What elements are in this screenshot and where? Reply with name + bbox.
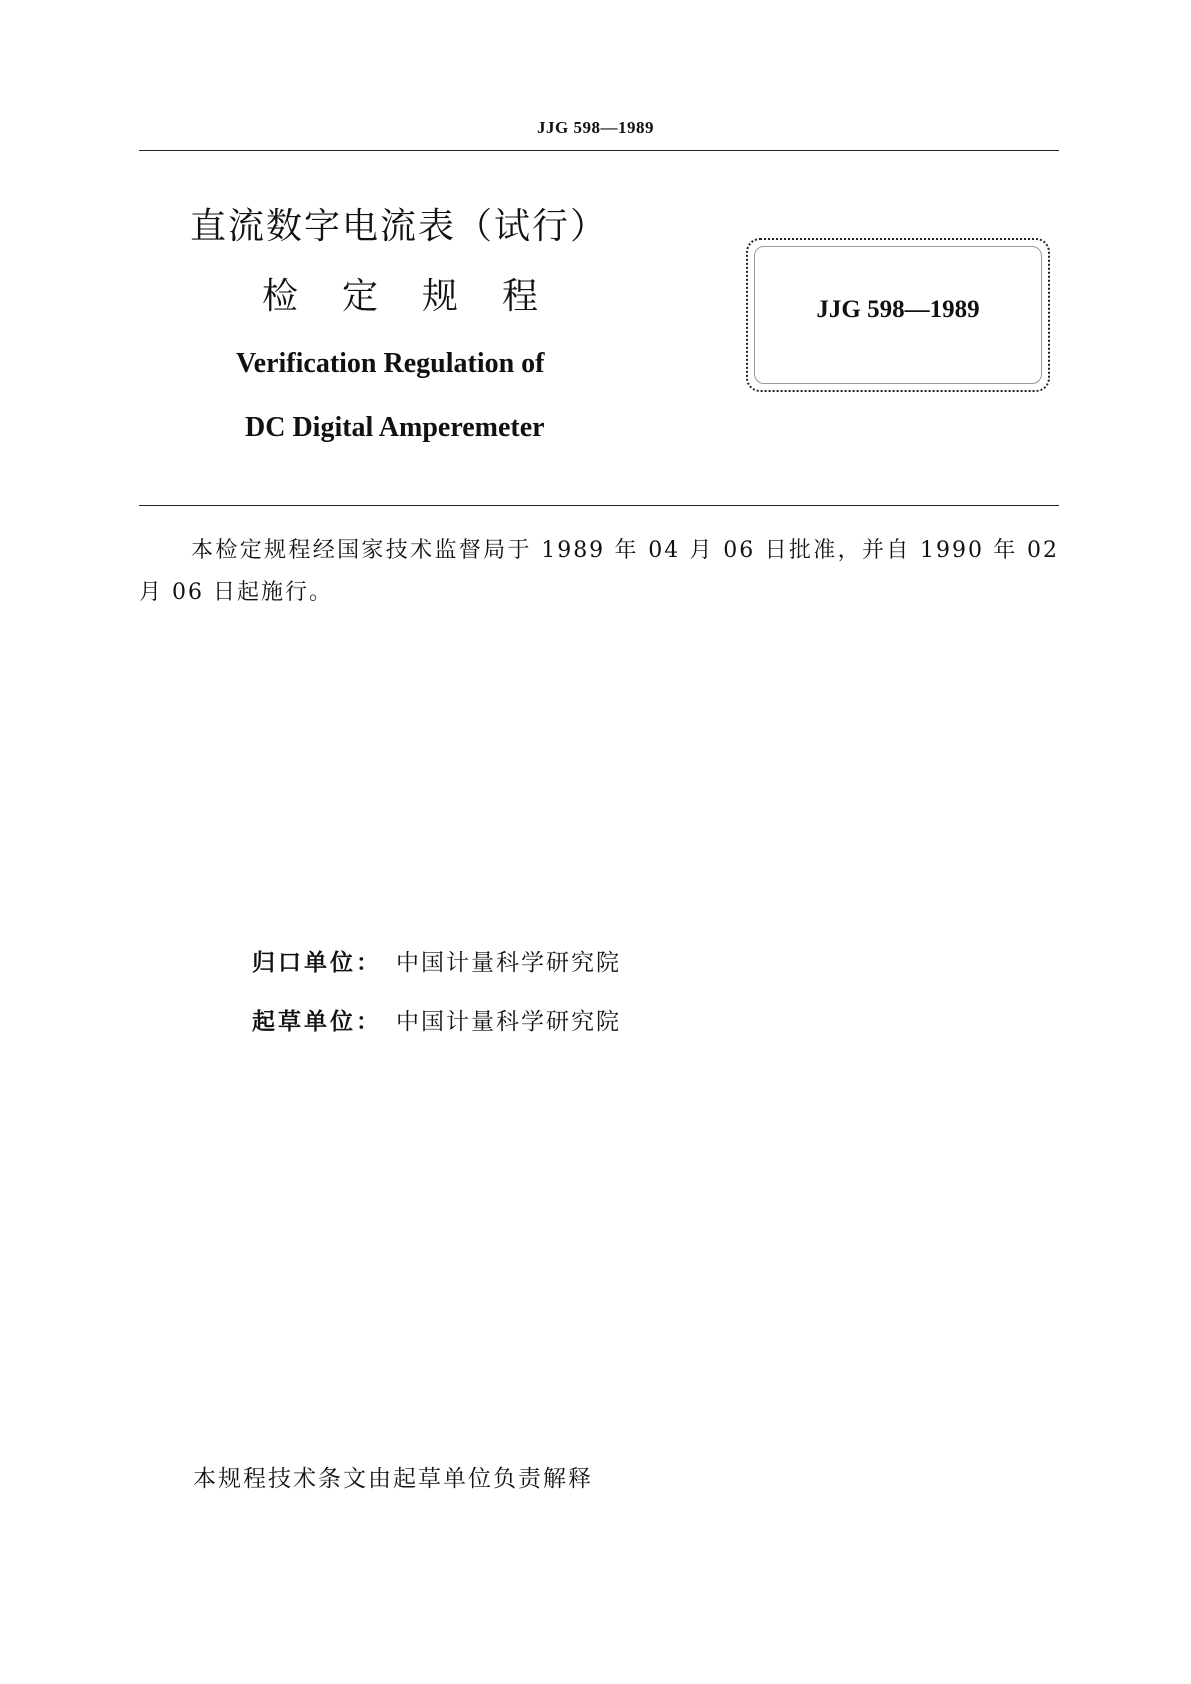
middle-rule (139, 505, 1059, 506)
unit-value-drafting: 中国计量科学研究院 (396, 1009, 621, 1035)
header-code: JJG 598—1989 (537, 118, 654, 137)
unit-label-responsible: 归口单位： (252, 950, 382, 976)
title-en-line1: Verification Regulation of (236, 348, 545, 379)
title-cn-line2: 检定规程 (262, 276, 583, 317)
unit-value-responsible: 中国计量科学研究院 (396, 950, 621, 976)
title-cn-line1: 直流数字电流表（试行） (190, 206, 609, 247)
unit-row-drafting (252, 1003, 621, 1036)
code-box-text: JJG 598—1989 (816, 296, 980, 323)
approval-text: 本检定规程经国家技术监督局于 1989 年 04 月 06 日批准，并自 1990 年 02 月 06 日起施行。 (139, 538, 1059, 605)
standard-code-box (746, 238, 1050, 392)
top-rule (139, 150, 1059, 151)
unit-row-responsible (252, 944, 621, 977)
interpretation-note: 本规程技术条文由起草单位负责解释 (193, 1466, 593, 1492)
title-en-line2: DC Digital Amperemeter (245, 412, 545, 443)
unit-label-drafting: 起草单位： (252, 1009, 382, 1035)
